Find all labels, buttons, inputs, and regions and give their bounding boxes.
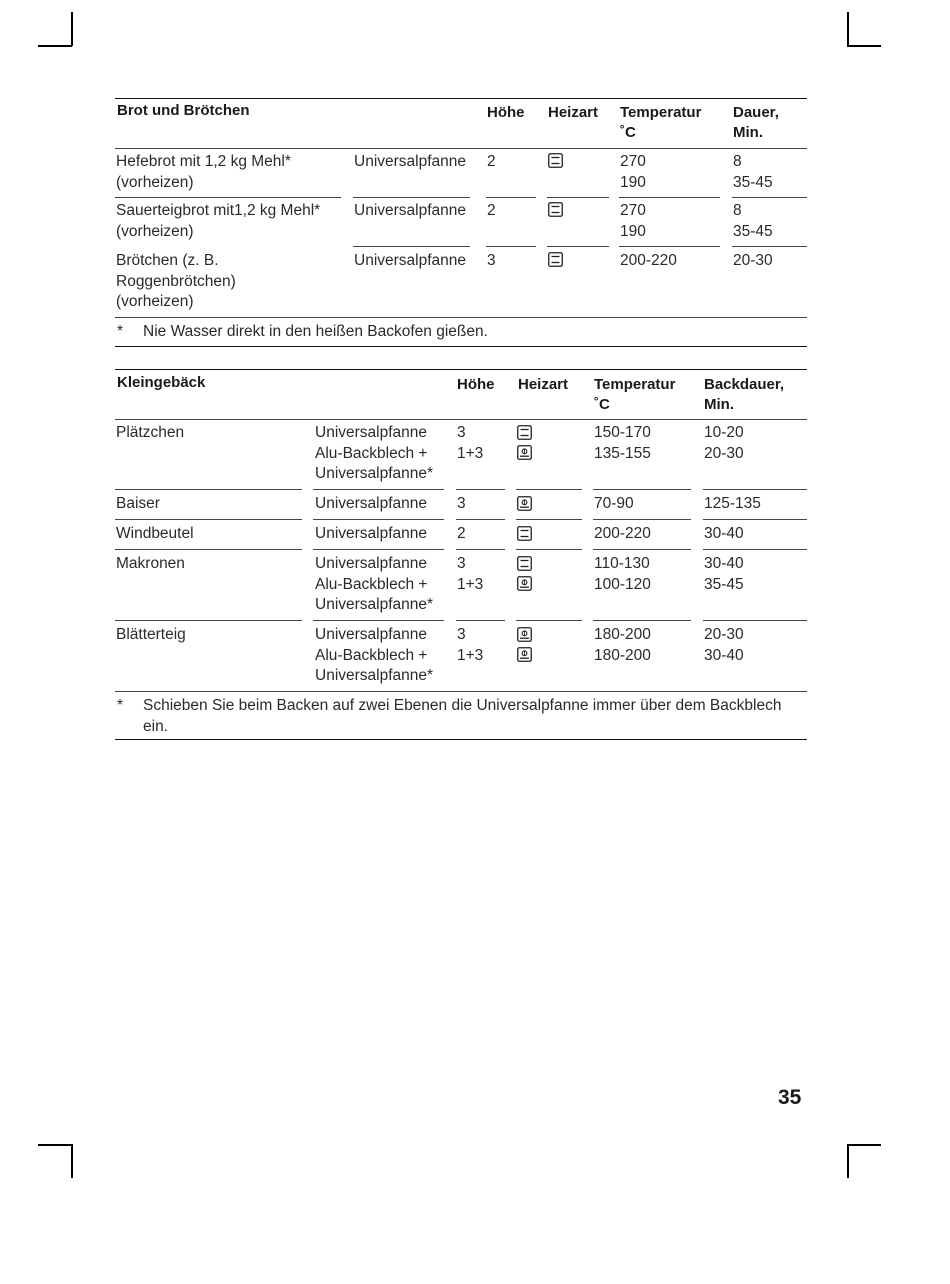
header-dauer: Dauer, Min. (733, 104, 779, 141)
crop-mark-top-right (847, 12, 849, 46)
table-row-temp: 270 190 (620, 202, 646, 240)
table-row-height: 2 (487, 153, 496, 170)
table-row-height: 2 (457, 525, 466, 542)
heissluft-icon (517, 576, 532, 591)
table-row-item: Baiser (116, 495, 160, 512)
table-row-pan: Universalpfanne (354, 153, 467, 170)
table-row-duration: 30-40 35-45 (704, 555, 744, 593)
oberunterhitze-icon (548, 252, 563, 267)
crop-mark-bottom-left (71, 1144, 73, 1178)
table-row-temp: 70-90 (594, 495, 634, 512)
table-row-pan: Universalpfanne Alu-Backblech + Universalpfanne* (315, 424, 434, 482)
table-brot-und-broetchen (115, 98, 807, 350)
crop-mark-bottom-right (847, 1144, 849, 1178)
header-backdauer: Backdauer, Min. (704, 376, 785, 413)
heissluft-icon (517, 496, 532, 511)
footnote-mark: * (117, 697, 124, 714)
crop-mark-bottom-right (847, 1144, 881, 1146)
table-row-item: Hefebrot mit 1,2 kg Mehl* (vorheizen) (116, 153, 291, 191)
table-row-temp: 200-220 (594, 525, 651, 542)
crop-mark-top-left (71, 12, 73, 46)
table-row-duration: 20-30 (733, 252, 773, 269)
crop-mark-top-left (38, 45, 72, 47)
table-row-height: 2 (487, 202, 496, 219)
header-heizart: Heizart (518, 376, 569, 393)
header-hoehe: Höhe (487, 104, 525, 121)
table-row-pan: Universalpfanne (354, 252, 467, 269)
heissluft-icon (517, 445, 532, 460)
table-row-height: 3 1+3 (457, 626, 484, 664)
table-row-height: 3 1+3 (457, 424, 484, 462)
table-row-item: Brötchen (z. B. Roggenbrötchen) (vorheizen) (116, 252, 236, 310)
table-row-temp: 150-170 135-155 (594, 424, 651, 462)
table-row-pan: Universalpfanne Alu-Backblech + Universalpfanne* (315, 555, 434, 613)
header-heizart: Heizart (548, 104, 599, 121)
table-row-temp: 200-220 (620, 252, 677, 269)
header-hoehe: Höhe (457, 376, 495, 393)
table-row-pan: Universalpfanne Alu-Backblech + Universalpfanne* (315, 626, 434, 684)
table-row-temp: 110-130 100-120 (594, 555, 651, 593)
table-row-height: 3 1+3 (457, 555, 484, 593)
footnote-mark: * (117, 323, 124, 340)
heissluft-icon (517, 647, 532, 662)
table-row-duration: 20-30 30-40 (704, 626, 744, 664)
footnote-text: Schieben Sie beim Backen auf zwei Ebenen die Universalpfanne immer über dem Backblech ein. (143, 697, 782, 735)
heissluft-icon (517, 627, 532, 642)
table-row-duration: 10-20 20-30 (704, 424, 744, 462)
table-row-pan: Universalpfanne (315, 495, 428, 512)
oberunterhitze-icon (517, 526, 532, 541)
table-row-height: 3 (457, 495, 466, 512)
crop-mark-top-right (847, 45, 881, 47)
table-row-item: Windbeutel (116, 525, 194, 542)
table-row-duration: 30-40 (704, 525, 744, 542)
table-row-duration: 125-135 (704, 495, 761, 512)
table-row-height: 3 (487, 252, 496, 269)
page-number: 35 (778, 1086, 802, 1109)
oberunterhitze-icon (548, 202, 563, 217)
oberunterhitze-icon (517, 425, 532, 440)
header-category: Brot und Brötchen (117, 102, 250, 119)
header-category: Kleingebäck (117, 374, 206, 391)
oberunterhitze-icon (517, 556, 532, 571)
table-row-duration: 8 35-45 (733, 202, 773, 240)
footnote-text: Nie Wasser direkt in den heißen Backofen gießen. (143, 323, 488, 340)
table-row-duration: 8 35-45 (733, 153, 773, 191)
table-row-temp: 180-200 180-200 (594, 626, 651, 664)
table-row-pan: Universalpfanne (354, 202, 467, 219)
table-row-item: Plätzchen (116, 424, 185, 441)
table-kleingebaeck (115, 369, 807, 743)
table-row-pan: Universalpfanne (315, 525, 428, 542)
table-row-item: Makronen (116, 555, 185, 572)
table-row-item: Blätterteig (116, 626, 186, 643)
oberunterhitze-icon (548, 153, 563, 168)
table-row-temp: 270 190 (620, 153, 646, 191)
crop-mark-bottom-left (38, 1144, 72, 1146)
header-temperatur: Temperatur ˚C (594, 376, 676, 413)
table-row-item: Sauerteigbrot mit1,2 kg Mehl* (vorheizen) (116, 202, 321, 240)
header-temperatur: Temperatur ˚C (620, 104, 702, 141)
